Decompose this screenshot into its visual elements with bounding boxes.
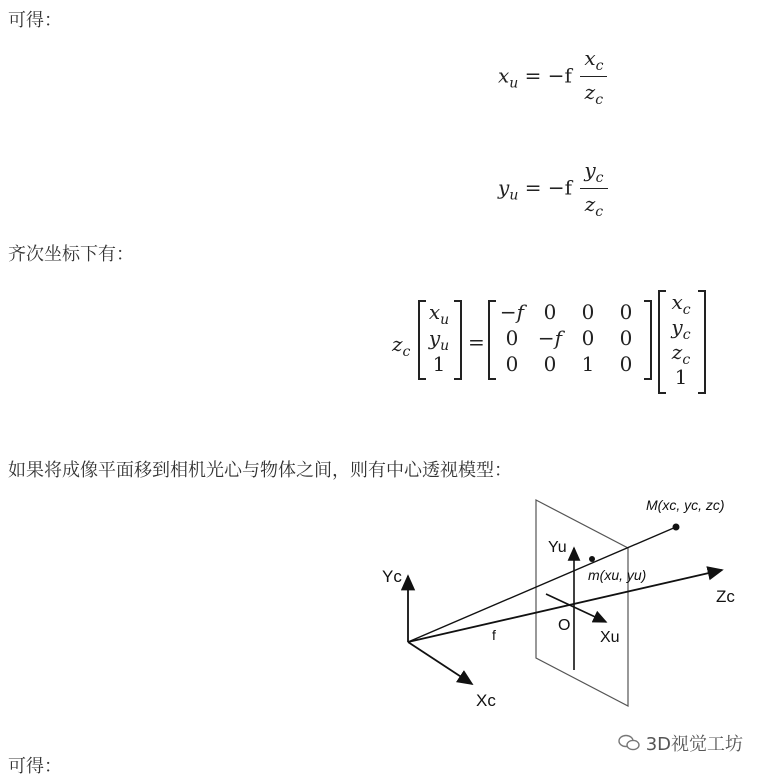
label-m: m(xu, yu) xyxy=(588,567,647,583)
point-M xyxy=(673,524,680,531)
matrix-equals: = xyxy=(468,330,485,354)
matrix-cell: 0 xyxy=(543,300,557,324)
point-m xyxy=(589,556,595,562)
eq2-den-sub: c xyxy=(595,204,604,220)
matrix-cell: 0 xyxy=(619,300,633,324)
matrix-scale xyxy=(392,332,410,360)
eq1-den: z xyxy=(584,80,596,104)
watermark xyxy=(618,730,743,756)
eq2-lhs-sub: u xyxy=(509,187,519,204)
ray-to-M xyxy=(408,527,676,642)
eq1-lhs: x xyxy=(498,63,510,88)
eq2-rel: = −f xyxy=(524,175,572,200)
matrix-cell: 0 xyxy=(505,352,519,376)
matrix-cell: 0 xyxy=(581,326,595,350)
eq1-num-sub: c xyxy=(595,58,604,74)
text-line-4: 可得： xyxy=(8,756,62,777)
eq1-num: x xyxy=(584,46,596,70)
axis-xc xyxy=(408,642,472,684)
matrix-scale-sub: c xyxy=(402,344,411,360)
rhs-vector-entry: $x_c$ xyxy=(671,290,691,318)
lhs-vector-entry: $y_u$ xyxy=(428,326,450,354)
matrix-cell: 0 xyxy=(619,326,633,350)
matrix-cell: −f xyxy=(537,326,563,350)
matrix-equation xyxy=(392,290,722,400)
label-xc: Xc xyxy=(476,691,496,710)
perspective-diagram xyxy=(360,490,760,720)
matrix-cell: 0 xyxy=(543,352,557,376)
text-line-2: 齐次坐标下有： xyxy=(8,244,134,265)
equation-yu xyxy=(498,158,608,220)
label-M: M(xc, yc, zc) xyxy=(646,497,725,513)
label-zc: Zc xyxy=(716,587,735,606)
matrix-cell: 0 xyxy=(581,300,595,324)
matrix-cell: 0 xyxy=(505,326,519,350)
eq1-lhs-sub: u xyxy=(509,75,519,92)
watermark-text: 3D视觉工坊 xyxy=(645,734,743,755)
lhs-vector-entry: $x_u$ xyxy=(428,300,450,328)
eq2-lhs: y xyxy=(498,175,510,200)
eq2-num: y xyxy=(584,158,596,182)
text-line-1: 可得： xyxy=(8,10,62,31)
eq1-rel: = −f xyxy=(524,63,572,88)
label-xu: Xu xyxy=(600,629,620,646)
equation-xu xyxy=(498,46,607,108)
text-line-3: 如果将成像平面移到相机光心与物体之间，则有中心透视模型： xyxy=(8,460,512,481)
eq1-fraction xyxy=(580,46,607,108)
label-yc: Yc xyxy=(382,567,402,586)
eq2-num-sub: c xyxy=(595,170,604,186)
rhs-vector-entry: $y_c$ xyxy=(671,315,691,343)
eq2-fraction xyxy=(580,158,607,220)
eq2-den: z xyxy=(584,192,596,216)
matrix-scale-var: z xyxy=(392,332,403,356)
matrix-cell: 1 xyxy=(581,352,595,376)
label-yu: Yu xyxy=(548,539,567,556)
rhs-vector-entry: 1 xyxy=(674,365,688,389)
lhs-vector-entry: 1 xyxy=(432,352,446,376)
eq1-den-sub: c xyxy=(595,92,604,108)
wechat-icon xyxy=(618,734,640,752)
matrix-cell: −f xyxy=(499,300,525,324)
rhs-vector-entry: $z_c$ xyxy=(671,340,691,368)
label-o: O xyxy=(558,617,571,634)
matrix-cell: 0 xyxy=(619,352,633,376)
label-f: f xyxy=(492,627,496,643)
